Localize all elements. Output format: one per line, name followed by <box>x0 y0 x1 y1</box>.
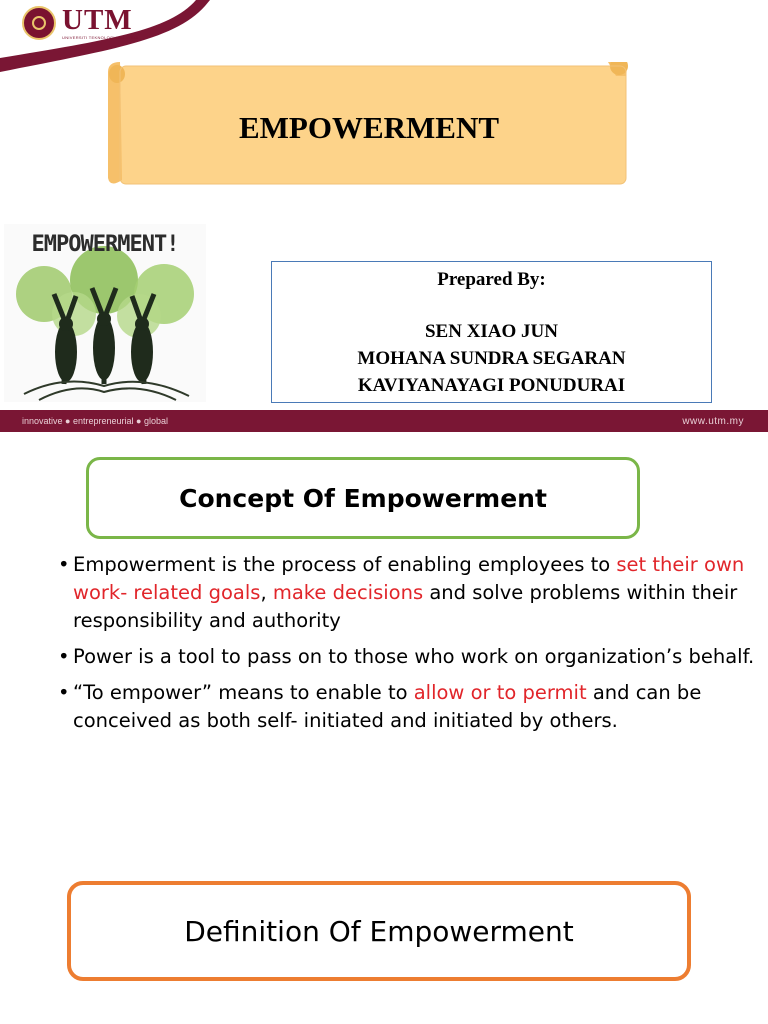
presentation-title: EMPOWERMENT <box>238 110 500 145</box>
concept-heading-box <box>86 457 640 539</box>
bullet-item <box>58 643 758 671</box>
bullet-text: Empowerment is the process of enabling employees to <box>73 553 617 576</box>
bullet-highlight: allow or to permit <box>413 681 587 704</box>
bullet-text: Power is a tool to pass on to those who work on organization’s behalf. <box>73 645 755 668</box>
slide-footer-bar <box>0 410 768 432</box>
author-name: KAVIYANAYAGI PONUDURAI <box>357 375 626 396</box>
bullet-highlight: make decisions <box>272 581 424 604</box>
concept-slide <box>0 437 768 1024</box>
bullet-text: “To empower” means to enable to <box>73 681 414 704</box>
author-name: SEN XIAO JUN <box>424 321 559 342</box>
utm-logo-text: UTM <box>62 4 133 36</box>
footer-tagline: innovative ● entrepreneurial ● global <box>22 416 168 426</box>
bullet-highlight: set their own work- related goals <box>73 553 745 604</box>
empowerment-tree-image <box>4 224 206 402</box>
author-names <box>272 318 711 399</box>
concept-bullet-list <box>58 551 758 743</box>
title-scroll-banner <box>108 62 630 190</box>
image-caption-text: EMPOWERMENT! <box>31 232 179 257</box>
prepared-by-label: Prepared By: <box>437 269 546 290</box>
prepared-by-box <box>271 261 712 403</box>
utm-logo <box>22 6 138 40</box>
author-name: MOHANA SUNDRA SEGARAN <box>357 348 626 369</box>
definition-heading-box <box>67 881 691 981</box>
utm-emblem-icon <box>22 6 56 40</box>
bullet-item <box>58 551 758 635</box>
bullet-text: and solve problems within their responsibility and authority <box>73 581 738 632</box>
bullet-text: and can be conceived as both self- initiated and initiated by others. <box>73 681 702 732</box>
title-slide <box>0 0 768 432</box>
concept-heading: Concept Of Empowerment <box>179 483 547 513</box>
bullet-item <box>58 679 758 735</box>
footer-url: www.utm.my <box>682 415 744 427</box>
bullet-text: , <box>260 581 273 604</box>
definition-heading: Definition Of Empowerment <box>184 914 574 948</box>
utm-logo-subtext: UNIVERSITI TEKNOLOGI MALAYSIA <box>62 35 139 40</box>
